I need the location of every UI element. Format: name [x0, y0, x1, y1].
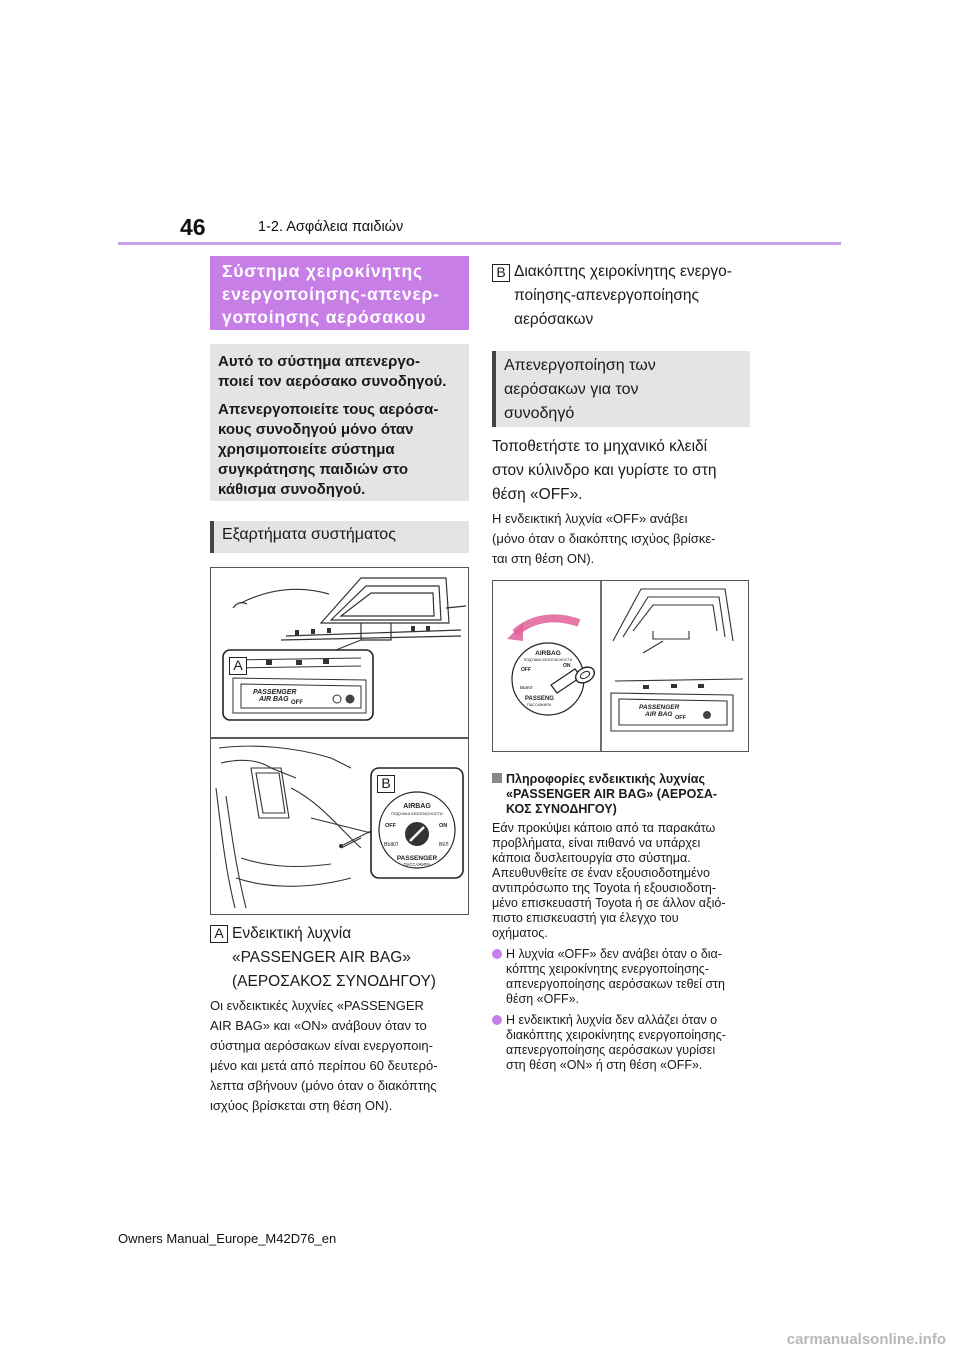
- section-banner: [210, 256, 469, 330]
- info-heading-line: ΚΟΣ ΣΥΝΟΔΗΓΟΥ): [506, 802, 617, 816]
- components-heading: Εξαρτήματα συστήματος: [210, 521, 469, 553]
- figure-label-b: B: [377, 775, 395, 793]
- info-heading: [492, 772, 750, 817]
- passazhira-text: ПАССАЖИРА: [527, 703, 552, 707]
- item-b-title: [492, 260, 750, 332]
- heading-line: αερόσακων για τον: [504, 381, 639, 398]
- info-section: [492, 772, 750, 1073]
- heading-line: συνοδηγό: [504, 405, 575, 422]
- vykl-text: ВЫКЛ: [520, 685, 533, 690]
- ru-text: ПОДУШКА БЕЗОПАСНОСТИ: [523, 658, 573, 662]
- bullet-dot-icon: [492, 1015, 502, 1025]
- airbag-text: AIRBAG: [535, 650, 561, 657]
- notice-line: κάθισμα συνοδηγού.: [218, 481, 366, 498]
- result-line: Η ενδεικτική λυχνία «OFF» ανάβει: [492, 511, 688, 526]
- passeng-text: PASSENG: [525, 696, 554, 702]
- desc-line: ισχύος βρίσκεται στη θέση ON).: [210, 1098, 393, 1113]
- bullet-line: Η ενδεικτική λυχνία δεν αλλάζει όταν ο: [506, 1013, 718, 1027]
- switch-on-text: ON: [439, 823, 448, 829]
- info-line: Εάν προκύψει κάποιο από τα παρακάτω: [492, 821, 716, 835]
- footer-text: Owners Manual_Europe_M42D76_en: [118, 1231, 337, 1246]
- notice-box: [210, 344, 469, 501]
- bullet-line: απενεργοποίησης αερόσακων γυρίσει: [506, 1043, 716, 1057]
- info-heading-line: «PASSENGER AIR BAG» (ΑΕΡΟΣΑ-: [506, 787, 718, 801]
- desc-line: AIR BAG» και «ON» ανάβουν όταν το: [210, 1018, 427, 1033]
- result-line: ται στη θέση ON).: [492, 551, 595, 566]
- info-body: [492, 821, 750, 941]
- notice-line: χρησιμοποιείτε σύστημα: [218, 441, 395, 458]
- item-a-label: A: [210, 925, 228, 943]
- item-a-title: [210, 922, 469, 994]
- system-components-figure: [210, 567, 469, 915]
- result-text: [492, 509, 750, 569]
- key-switch-figure: [492, 580, 749, 752]
- watermark: carmanualsonline.info: [786, 1331, 946, 1348]
- switch-passenger-text: PASSENGER: [396, 855, 438, 862]
- on-text: ON: [563, 663, 571, 669]
- info-line: κάποια δυσλειτουργία στο σύστημα.: [492, 851, 691, 865]
- lamp-off-text: OFF: [291, 700, 303, 706]
- instruction-line: Τοποθετήστε το μηχανικό κλειδί: [492, 438, 708, 455]
- figure-label-a: A: [229, 657, 247, 675]
- notice-line: ποιεί τον αερόσακο συνοδηγού.: [218, 373, 447, 390]
- item-a-line: (ΑΕΡΟΣΑΚΟΣ ΣΥΝΟΔΗΓΟΥ): [232, 973, 436, 990]
- banner-line: γοποίησης αερόσακου: [222, 307, 427, 327]
- switch-vkl-text: ВКЛ: [439, 842, 449, 848]
- section-title: 1-2. Ασφάλεια παιδιών: [258, 219, 404, 235]
- info-line: οχήματος.: [492, 926, 548, 940]
- notice-line: συγκράτησης παιδιών στο: [218, 461, 409, 478]
- square-bullet-icon: [492, 773, 502, 783]
- notice-paragraph: [218, 352, 461, 392]
- desc-line: μένο και μετά από περίπου 60 δευτερό-: [210, 1058, 438, 1073]
- lamp-off-text-right: OFF: [675, 715, 686, 721]
- item-a-line: «PASSENGER AIR BAG»: [232, 949, 411, 966]
- key-switch-illustration: [493, 581, 748, 751]
- banner-line: Σύστημα χειροκίνητης: [222, 261, 423, 281]
- info-line: πιστο επισκευαστή για έλεγχο του: [492, 911, 679, 925]
- item-b-line: αερόσακων: [514, 311, 594, 328]
- item-b-line: Διακόπτης χειροκίνητης ενεργο-: [514, 263, 732, 280]
- desc-line: λεπτα σβήνουν (μόνο όταν ο διακόπτης: [210, 1078, 437, 1093]
- info-bullet: [492, 1013, 750, 1073]
- notice-line: Αυτό το σύστημα απενεργο-: [218, 353, 420, 370]
- lamp-on-icon: [346, 695, 355, 704]
- off-text: OFF: [521, 667, 531, 673]
- notice-line: Απενεργοποιείτε τους αερόσα-: [218, 401, 439, 418]
- notice-line: κους συνοδηγού μόνο όταν: [218, 421, 414, 438]
- info-bullet: [492, 947, 750, 1007]
- item-a-description: [210, 996, 469, 1116]
- desc-line: Οι ενδεικτικές λυχνίες «PASSENGER: [210, 998, 424, 1013]
- disable-airbag-heading: [492, 351, 750, 427]
- switch-off-text: OFF: [385, 823, 396, 829]
- instruction-line: θέση «OFF».: [492, 486, 583, 503]
- info-heading-line: Πληροφορίες ενδεικτικής λυχνίας: [492, 772, 750, 787]
- switch-vykl-text: ВЫКЛ: [384, 842, 398, 848]
- desc-line: σύστημα αερόσακων είναι ενεργοποιη-: [210, 1038, 433, 1053]
- lamp-passenger-text-right: PASSENGER: [639, 704, 680, 711]
- notice-paragraph: [218, 400, 461, 500]
- header-rule: [118, 242, 841, 245]
- instruction-text: [492, 435, 750, 507]
- lamp-airbag-text-right: AIR BAG: [645, 711, 673, 718]
- bullet-line: θέση «OFF».: [506, 992, 580, 1006]
- lamp-passenger-text: PASSENGER: [253, 689, 297, 696]
- components-illustration: [211, 568, 468, 914]
- banner-line: ενεργοποίησης-απενερ-: [222, 284, 440, 304]
- instruction-line: στον κύλινδρο και γυρίστε το στη: [492, 462, 717, 479]
- item-b-line: ποίησης-απενεργοποίησης: [514, 287, 699, 304]
- bullet-dot-icon: [492, 949, 502, 959]
- bullet-line: στη θέση «ON» ή στη θέση «OFF».: [506, 1058, 703, 1072]
- switch-airbag-text: AIRBAG: [403, 803, 431, 810]
- bullet-line: διακόπτης χειροκίνητης ενεργοποίησης-: [506, 1028, 726, 1042]
- info-line: αντιπρόσωπο της Toyota ή εξουσιοδοτη-: [492, 881, 717, 895]
- turn-arrow-icon: [515, 618, 579, 633]
- result-line: (μόνο όταν ο διακόπτης ισχύος βρίσκε-: [492, 531, 716, 546]
- info-line: προβλήματα, είναι πιθανό να υπάρχει: [492, 836, 701, 850]
- info-line: μένο επισκευαστή Toyota ή σε άλλον αξιό-: [492, 896, 726, 910]
- info-line: Απευθυνθείτε σε έναν εξουσιοδοτημένο: [492, 866, 710, 880]
- heading-line: Απενεργοποίηση των: [504, 357, 656, 374]
- switch-ru-text: ПОДУШКА БЕЗОПАСНОСТИ: [391, 812, 443, 816]
- page-number: 46: [180, 214, 206, 240]
- switch-passazhira-text: ПАССАЖИРА: [403, 862, 431, 867]
- item-a-line: Ενδεικτική λυχνία: [232, 925, 352, 942]
- bullet-line: απενεργοποίησης αερόσακων τεθεί στη: [506, 977, 725, 991]
- item-b-label: B: [492, 264, 510, 282]
- bullet-line: Η λυχνία «OFF» δεν ανάβει όταν ο δια-: [506, 947, 722, 961]
- lamp-airbag-text: AIR BAG: [259, 696, 289, 703]
- bullet-line: κόπτης χειροκίνητης ενεργοποίησης-: [506, 962, 709, 976]
